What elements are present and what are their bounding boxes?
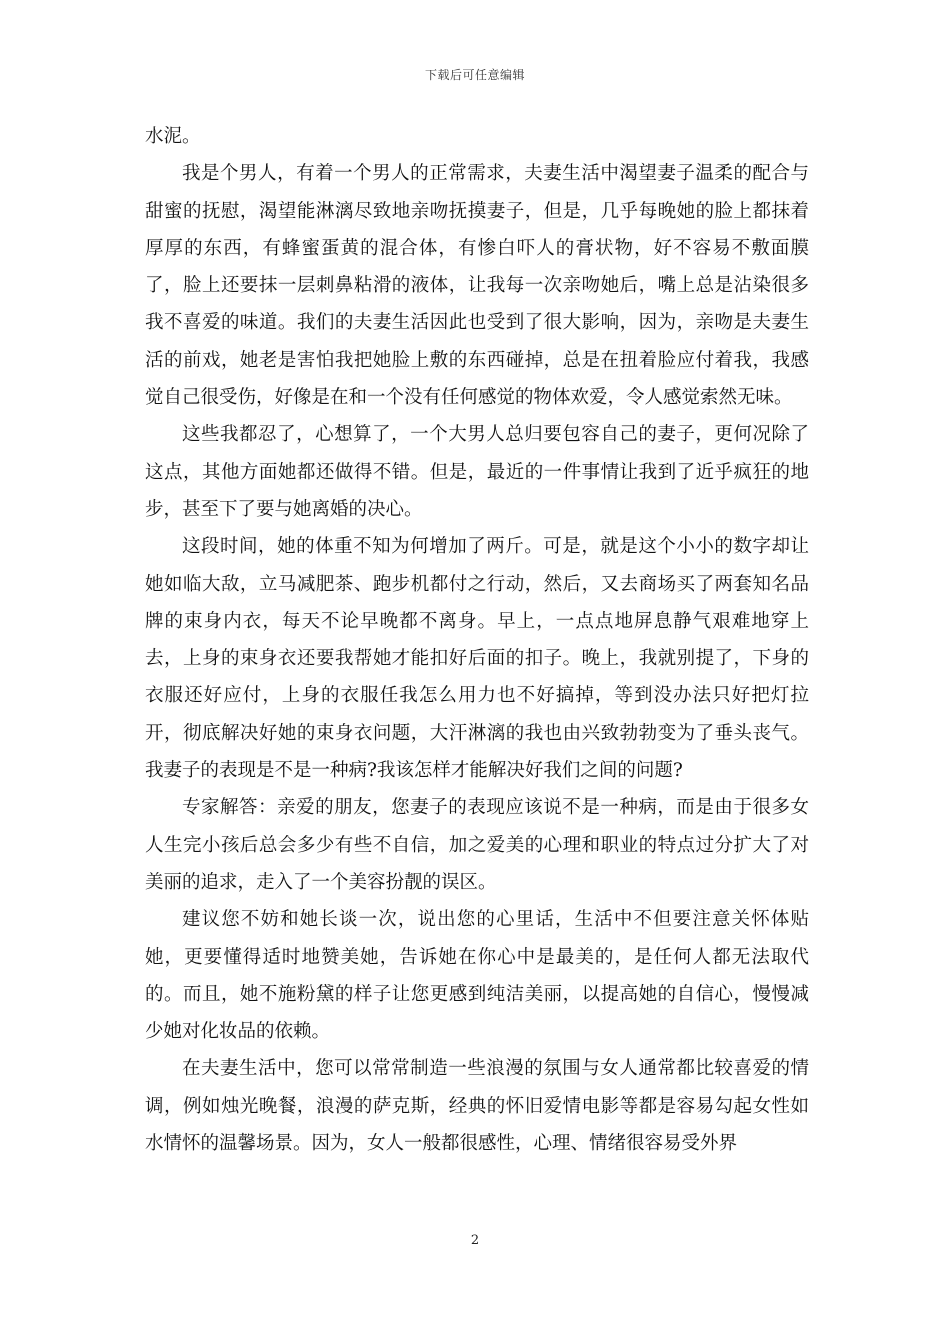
paragraph: 水泥。 [145, 126, 201, 147]
paragraph: 这段时间，她的体重不知为何增加了两斤。可是，就是这个小小的数字却让她如临大敌，立马减肥茶、跑步机都付之行动，然后，又去商场买了两套知名品牌的束身内衣，每天不论早晚都不离身。早上，一点点地屏息静气艰难地穿上去，上身的束身衣还要我帮她才能扣好后面的扣子。晚上，我就别提了，下身的衣服还好应付，上身的衣服任我怎么用力也不好搞掉，等到没办法只好把灯拉开，彻底解决好她的束身衣问题，大汗淋漓的我也由兴致勃勃变为了垂头丧气。我妻子的表现是不是一种病?我该怎样才能解决好我们之间的问题? [145, 536, 809, 782]
page-header: 下载后可任意编辑 [424, 68, 525, 82]
page-number: 2 [470, 1233, 480, 1248]
paragraph: 这些我都忍了，心想算了，一个大男人总归要包容自己的妻子，更何况除了这点，其他方面她都还做得不错。但是，最近的一件事情让我到了近乎疯狂的地步，甚至下了要与她离婚的决心。 [145, 424, 809, 520]
body-text [145, 118, 809, 1162]
paragraph: 在夫妻生活中，您可以常常制造一些浪漫的氛围与女人通常都比较喜爱的情调，例如烛光晚餐，浪漫的萨克斯，经典的怀旧爱情电影等都是容易勾起女性如水情怀的温馨场景。因为，女人一般都很感性，心理、情绪很容易受外界 [145, 1058, 809, 1155]
paragraph: 建议您不妨和她长谈一次，说出您的心里话，生活中不但要注意关怀体贴她，更要懂得适时地赞美她，告诉她在你心中是最美的，是任何人都无法取代的。而且，她不施粉黛的样子让您更感到纯洁美丽，以提高她的自信心，慢慢减少她对化妆品的依赖。 [145, 909, 809, 1043]
paragraph: 我是个男人，有着一个男人的正常需求，夫妻生活中渴望妻子温柔的配合与甜蜜的抚慰，渴望能淋漓尽致地亲吻抚摸妻子，但是，几乎每晚她的脸上都抹着厚厚的东西，有蜂蜜蛋黄的混合体，有惨白吓人的膏状物，好不容易不敷面膜了，脸上还要抹一层刺鼻粘滑的液体，让我每一次亲吻她后，嘴上总是沾染很多我不喜爱的味道。我们的夫妻生活因此也受到了很大影响，因为，亲吻是夫妻生活的前戏，她老是害怕我把她脸上敷的东西碰掉，总是在扭着脸应付着我，我感觉自己很受伤，好像是在和一个没有任何感觉的物体欢爱，令人感觉索然无味。 [145, 163, 809, 409]
paragraph: 专家解答：亲爱的朋友，您妻子的表现应该说不是一种病，而是由于很多女人生完小孩后总会多少有些不自信，加之爱美的心理和职业的特点过分扩大了对美丽的追求，走入了一个美容扮靓的误区。 [145, 797, 809, 893]
